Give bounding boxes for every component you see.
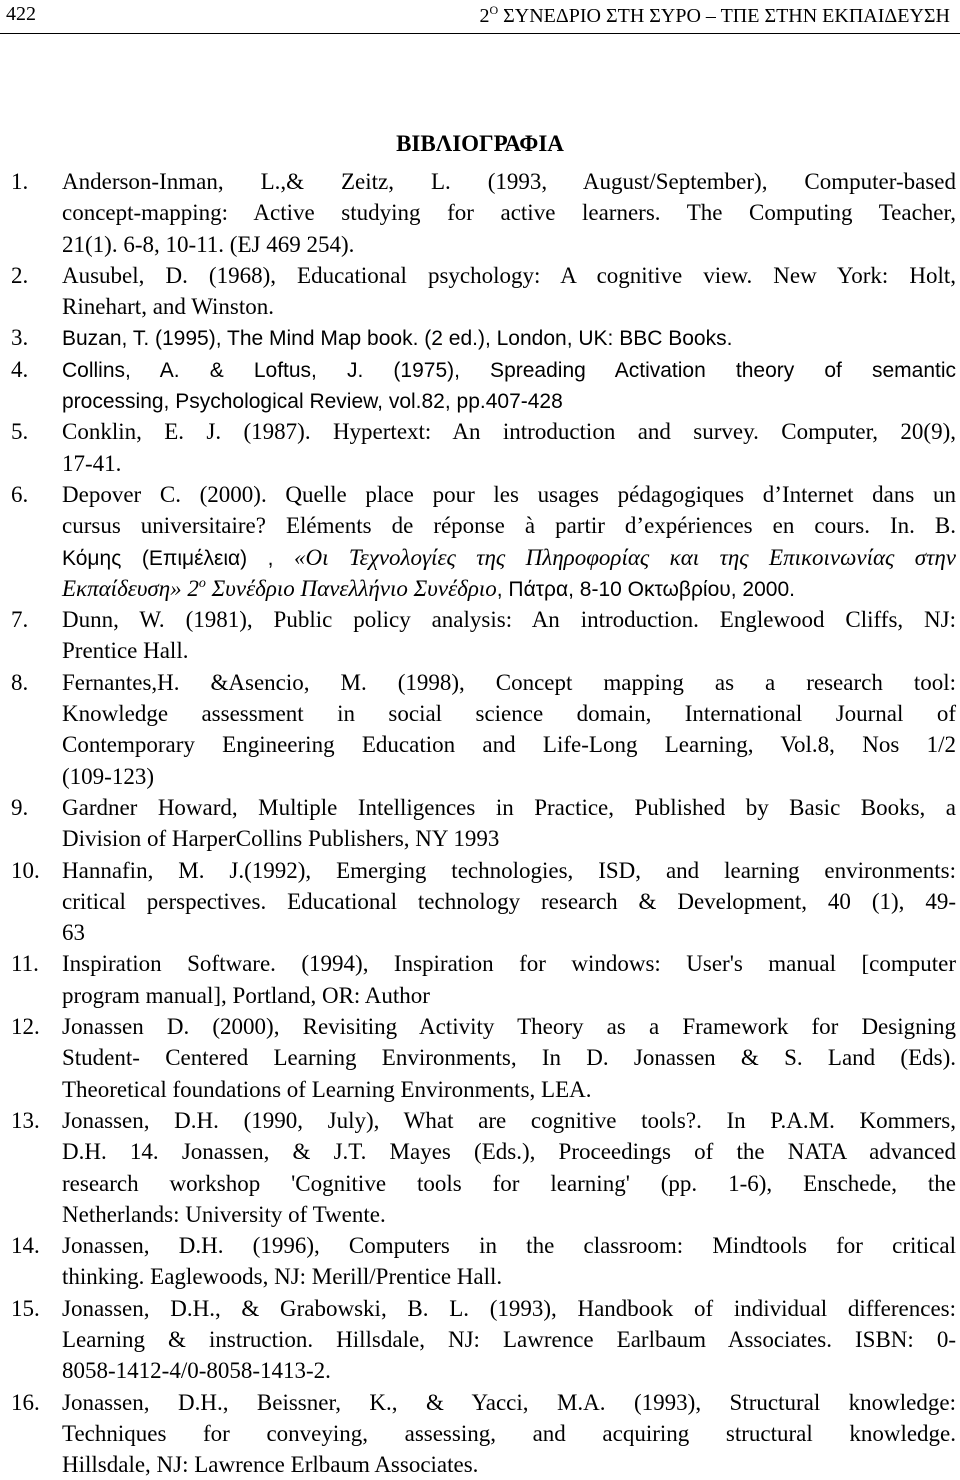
reference-line [62, 479, 956, 510]
reference-text: Κόμης (Επιμέλεια) , [62, 546, 294, 570]
reference-text: cursus universitaire? Eléments de réponse à partir d’expériences en cours. In. B. [62, 513, 956, 539]
reference-line [62, 604, 956, 635]
reference-item [0, 1230, 960, 1293]
reference-number: 14. [11, 1233, 40, 1259]
reference-item [0, 416, 960, 479]
reference-line [62, 855, 956, 886]
reference-item [0, 792, 960, 855]
reference-text: critical perspectives. Educational technology research & Development, 40 (1), 49- [62, 888, 956, 914]
reference-text: Buzan, T. (1995), The Mind Map book. (2 ed.), London, UK: BBC Books. [62, 327, 733, 351]
reference-line [62, 886, 956, 917]
reference-item [0, 948, 960, 1011]
reference-line [62, 792, 956, 823]
reference-item [0, 604, 960, 667]
reference-line [62, 354, 956, 386]
reference-superscript: ο [198, 575, 206, 591]
reference-line [62, 260, 956, 291]
reference-line [62, 510, 956, 541]
reference-text: concept-mapping: Active studying for active learners. The Computing Teacher, [62, 200, 956, 226]
reference-text: Hannafin, M. J.(1992), Emerging technologies, ISD, and learning environments: [62, 857, 956, 883]
reference-line [62, 542, 956, 574]
reference-item [0, 322, 960, 353]
reference-number: 1. [11, 169, 29, 194]
running-title [479, 3, 950, 28]
reference-line [62, 1136, 956, 1167]
reference-text: Gardner Howard, Multiple Intelligences in Practice, Published by Basic Books, a [62, 794, 956, 820]
reference-item [0, 667, 960, 792]
reference-text: Anderson-Inman, L.,& Zeitz, L. (1993, August/September), Computer-based [62, 169, 956, 194]
reference-text: 63 [62, 920, 85, 946]
reference-text: Student- Centered Learning Environments, In D. Jonassen & S. Land (Eds). [62, 1045, 956, 1071]
reference-item [0, 855, 960, 949]
reference-number: 16. [11, 1389, 40, 1415]
reference-line [62, 1199, 956, 1230]
reference-text: Jonassen, D.H. (1996), Computers in the classroom: Mindtools for critical [62, 1233, 956, 1259]
reference-number: 7. [11, 607, 29, 633]
reference-text: thinking. Eaglewoods, NJ: Merill/Prentice Hall. [62, 1264, 503, 1290]
reference-line [62, 1355, 956, 1386]
reference-text: Ausubel, D. (1968), Educational psychology: A cognitive view. New York: Holt, [62, 262, 956, 288]
reference-text: 8058-1412-4/0-8058-1413-2. [62, 1358, 331, 1384]
reference-number: 12. [11, 1014, 40, 1040]
reference-text: Learning & instruction. Hillsdale, NJ: Lawrence Earlbaum Associates. ISBN: 0- [62, 1326, 956, 1352]
section-title: ΒΙΒΛΙΟΓΡΑΦΙΑ [396, 131, 564, 156]
reference-line [62, 322, 956, 354]
reference-line [62, 1042, 956, 1073]
reference-line [62, 761, 956, 792]
reference-line [62, 1387, 956, 1418]
reference-text: Techniques for conveying, assessing, and acquiring structural knowledge. [62, 1420, 956, 1446]
reference-line [62, 291, 956, 322]
reference-line [62, 448, 956, 479]
reference-number: 2. [11, 262, 29, 288]
reference-item [0, 166, 960, 260]
reference-line [62, 229, 956, 260]
reference-line [62, 729, 956, 760]
reference-number: 8. [11, 669, 29, 695]
reference-list [0, 166, 960, 1480]
running-title-rest: ΣΥΝΕΔΡΙΟ ΣΤΗ ΣΥΡΟ – ΤΠΕ ΣΤΗΝ ΕΚΠΑΙΔΕΥΣΗ [498, 5, 950, 27]
reference-text: Jonassen, D.H., & Grabowski, B. L. (1993), Handbook of individual differences: [62, 1295, 956, 1321]
page-number: 422 [6, 3, 36, 25]
reference-text: Jonassen, D.H. (1990, July), What are cognitive tools?. In P.A.M. Kommers, [62, 1107, 956, 1133]
reference-text: Jonassen D. (2000), Revisiting Activity Theory as a Framework for Designing [62, 1014, 956, 1040]
reference-item [0, 354, 960, 417]
reference-line [62, 823, 956, 854]
reference-line [62, 197, 956, 228]
running-title-superscript: Ο [489, 3, 499, 17]
reference-text: Collins, A. & Loftus, J. (1975), Spreading Activation theory of semantic [62, 358, 956, 382]
reference-text: Netherlands: University of Twente. [62, 1201, 386, 1227]
reference-line [62, 1074, 956, 1105]
reference-line [62, 635, 956, 666]
reference-number: 5. [11, 419, 29, 445]
reference-line [62, 1418, 956, 1449]
reference-text: Inspiration Software. (1994), Inspiration for windows: User's manual [computer [62, 951, 956, 977]
reference-text: «Οι Τεχνολογίες της Πληροφορίας και της Επικοινωνίας στην [294, 544, 956, 570]
reference-line [62, 416, 956, 447]
reference-line [62, 573, 956, 605]
running-title-prefix: 2 [479, 5, 490, 27]
reference-number: 3. [11, 325, 29, 351]
reference-text: Jonassen, D.H., Beissner, K., & Yacci, M.A. (1993), Structural knowledge: [62, 1389, 956, 1415]
reference-text: Prentice Hall. [62, 638, 189, 664]
reference-line [62, 385, 956, 417]
reference-text: 17-41. [62, 450, 122, 476]
reference-line [62, 166, 956, 197]
reference-text: D.H. 14. Jonassen, & J.T. Mayes (Eds.), Proceedings of the NATA advanced [62, 1139, 956, 1165]
reference-line [62, 1261, 956, 1292]
reference-item [0, 1293, 960, 1387]
reference-text: Contemporary Engineering Education and Life-Long Learning, Vol.8, Nos 1/2 [62, 732, 956, 758]
reference-number: 9. [11, 794, 29, 820]
reference-line [62, 698, 956, 729]
reference-line [62, 667, 956, 698]
reference-text: research workshop 'Cognitive tools for learning' (pp. 1-6), Enschede, the [62, 1170, 956, 1196]
reference-line [62, 1324, 956, 1355]
reference-line [62, 1168, 956, 1199]
reference-item [0, 1011, 960, 1105]
reference-text: Rinehart, and Winston. [62, 294, 275, 320]
reference-text: Fernantes,H. &Asencio, M. (1998), Concept mapping as a research tool: [62, 669, 956, 695]
reference-item [0, 260, 960, 323]
reference-number: 15. [11, 1295, 40, 1321]
reference-text: Hillsdale, NJ: Lawrence Erlbaum Associates. [62, 1452, 479, 1478]
reference-item [0, 479, 960, 604]
reference-number: 4. [11, 356, 29, 382]
reference-text: program manual], Portland, OR: Author [62, 982, 430, 1008]
reference-line [62, 980, 956, 1011]
reference-text: Division of HarperCollins Publishers, NY 1993 [62, 826, 500, 852]
reference-number: 11. [11, 951, 39, 977]
reference-line [62, 1293, 956, 1324]
reference-text: Εκπαίδευση» 2 [62, 575, 199, 601]
reference-text: Knowledge assessment in social science domain, International Journal of [62, 701, 956, 727]
reference-text: (109-123) [62, 763, 154, 789]
reference-number: 10. [11, 857, 40, 883]
reference-line [62, 1449, 956, 1480]
reference-text: Conklin, E. J. (1987). Hypertext: An introduction and survey. Computer, 20(9), [62, 419, 956, 445]
reference-item [0, 1387, 960, 1480]
reference-line [62, 1011, 956, 1042]
reference-text: Συνέδριο Πανελλήνιο Συνέδριο [205, 575, 497, 601]
reference-number: 6. [11, 481, 29, 507]
reference-line [62, 1105, 956, 1136]
reference-line [62, 1230, 956, 1261]
header-rule [0, 33, 960, 34]
reference-line [62, 917, 956, 948]
reference-text: processing, Psychological Review, vol.82, pp.407-428 [62, 390, 563, 414]
reference-item [0, 1105, 960, 1230]
page-header [0, 0, 960, 34]
reference-text: Depover C. (2000). Quelle place pour les usages pédagogiques d’Internet dans un [62, 481, 956, 507]
reference-text: , Πάτρα, 8-10 Οκτωβρίου, 2000. [496, 577, 795, 601]
reference-line [62, 948, 956, 979]
reference-number: 13. [11, 1107, 40, 1133]
reference-text: 21(1). 6-8, 10-11. (EJ 469 254). [62, 231, 355, 257]
reference-text: Dunn, W. (1981), Public policy analysis: An introduction. Englewood Cliffs, NJ: [62, 607, 956, 633]
reference-text: Theoretical foundations of Learning Environments, LEA. [62, 1076, 592, 1102]
